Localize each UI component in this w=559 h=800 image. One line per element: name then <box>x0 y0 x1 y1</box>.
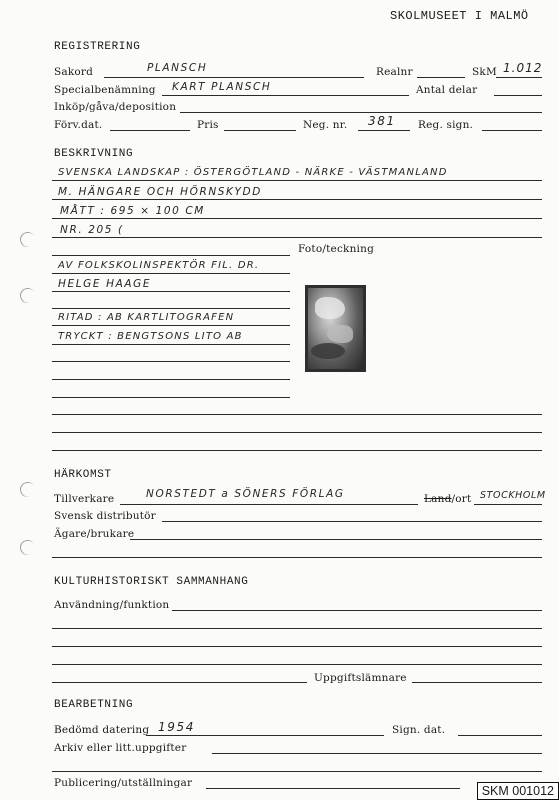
cultural-rule <box>52 682 307 683</box>
description-rule <box>52 344 290 345</box>
maker-value: NORSTEDT a SÖNERS FÖRLAG <box>146 488 345 500</box>
cultural-heading: KULTURHISTORISKT SAMMANHANG <box>54 576 249 588</box>
dating-line <box>146 735 384 736</box>
publication-line <box>206 788 460 789</box>
punch-hole <box>18 230 37 249</box>
forv-label: Förv.dat. <box>54 119 103 131</box>
realnr-label: Realnr <box>376 66 413 78</box>
description-line-4: NR. 205 ( <box>60 224 124 236</box>
description-rule <box>52 199 542 200</box>
sakord-line <box>104 77 364 78</box>
archive-label: Arkiv eller litt.uppgifter <box>54 742 187 754</box>
neg-line <box>358 130 410 131</box>
sakord-label: Sakord <box>54 66 94 78</box>
realnr-line <box>417 77 465 78</box>
cultural-rule <box>52 664 542 665</box>
land-label: Land <box>424 493 452 505</box>
ort-label: /ort <box>451 493 472 505</box>
maker-line <box>120 504 418 505</box>
use-label: Användning/funktion <box>54 599 170 611</box>
skm-value: 1.012 <box>503 61 543 75</box>
ort-line <box>474 504 542 505</box>
distributor-label: Svensk distributör <box>54 510 156 522</box>
description-line-2: M. HÄNGARE OCH HÖRNSKYDD <box>58 186 262 198</box>
description-rule <box>52 237 542 238</box>
museum-title: SKOLMUSEET I MALMÖ <box>390 9 529 23</box>
pris-line <box>224 130 296 131</box>
skm-line <box>496 77 542 78</box>
sakord-value: PLANSCH <box>147 62 208 74</box>
antal-line <box>494 95 542 96</box>
description-rule <box>52 379 290 380</box>
antal-label: Antal delar <box>416 84 478 96</box>
use-line <box>172 610 542 611</box>
dating-value: 1954 <box>158 720 195 734</box>
description-rule <box>52 273 290 274</box>
object-photo <box>305 285 366 372</box>
description-rule <box>52 450 542 451</box>
processing-heading: BEARBETNING <box>54 699 134 711</box>
special-value: KART PLANSCH <box>172 81 272 93</box>
cultural-rule <box>52 628 542 629</box>
pris-label: Pris <box>197 119 219 131</box>
registration-heading: REGISTRERING <box>54 41 141 53</box>
regsign-line <box>482 130 542 131</box>
publication-label: Publicering/utställningar <box>54 777 193 789</box>
archive-line <box>212 753 542 754</box>
origin-heading: HÄRKOMST <box>54 469 112 481</box>
maker-label: Tillverkare <box>54 493 115 505</box>
distributor-line <box>162 521 542 522</box>
inkop-label: Inköp/gåva/deposition <box>54 101 177 113</box>
cultural-rule <box>52 646 542 647</box>
inkop-line <box>180 112 542 113</box>
print-line-2: TRYCKT : BENGTSONS LITO AB <box>58 331 243 342</box>
neg-value: 381 <box>368 114 396 128</box>
description-rule <box>52 291 290 292</box>
catalog-stamp: SKM 001012 <box>477 782 559 800</box>
description-line-3: MÅTT : 695 × 100 CM <box>60 205 205 217</box>
author-line-1: AV FOLKSKOLINSPEKTÖR FIL. DR. <box>58 260 260 271</box>
description-rule <box>52 361 290 362</box>
photo-label: Foto/teckning <box>298 243 374 255</box>
skm-label: SkM <box>472 66 497 78</box>
processing-rule <box>52 771 542 772</box>
owner-line <box>130 539 542 540</box>
author-line-2: HELGE HAAGE <box>58 278 152 290</box>
description-rule <box>52 432 542 433</box>
punch-hole <box>18 286 37 305</box>
sign-line <box>458 735 542 736</box>
ort-value: STOCKHOLM <box>480 490 546 501</box>
dating-label: Bedömd datering <box>54 724 150 736</box>
print-line-1: RITAD : AB KARTLITOGRAFEN <box>58 312 235 323</box>
description-rule <box>52 325 290 326</box>
land-ort-label <box>424 493 471 505</box>
description-rule <box>52 414 542 415</box>
description-rule <box>52 308 290 309</box>
owner-label: Ägare/brukare <box>54 528 135 540</box>
description-rule <box>52 255 290 256</box>
punch-hole <box>18 480 37 499</box>
sign-label: Sign. dat. <box>392 724 446 736</box>
description-rule <box>52 180 542 181</box>
origin-rule <box>52 557 542 558</box>
punch-hole <box>18 538 37 557</box>
neg-label: Neg. nr. <box>303 119 348 131</box>
regsign-label: Reg. sign. <box>418 119 474 131</box>
description-rule <box>52 397 290 398</box>
description-heading: BESKRIVNING <box>54 148 134 160</box>
special-label: Specialbenämning <box>54 84 156 96</box>
description-line-1: SVENSKA LANDSKAP : ÖSTERGÖTLAND - NÄRKE - VÄSTMANLAND <box>58 167 448 178</box>
informant-label: Uppgiftslämnare <box>314 672 407 684</box>
description-rule <box>52 218 542 219</box>
special-line <box>162 95 409 96</box>
informant-line <box>412 682 542 683</box>
forv-line <box>110 130 190 131</box>
